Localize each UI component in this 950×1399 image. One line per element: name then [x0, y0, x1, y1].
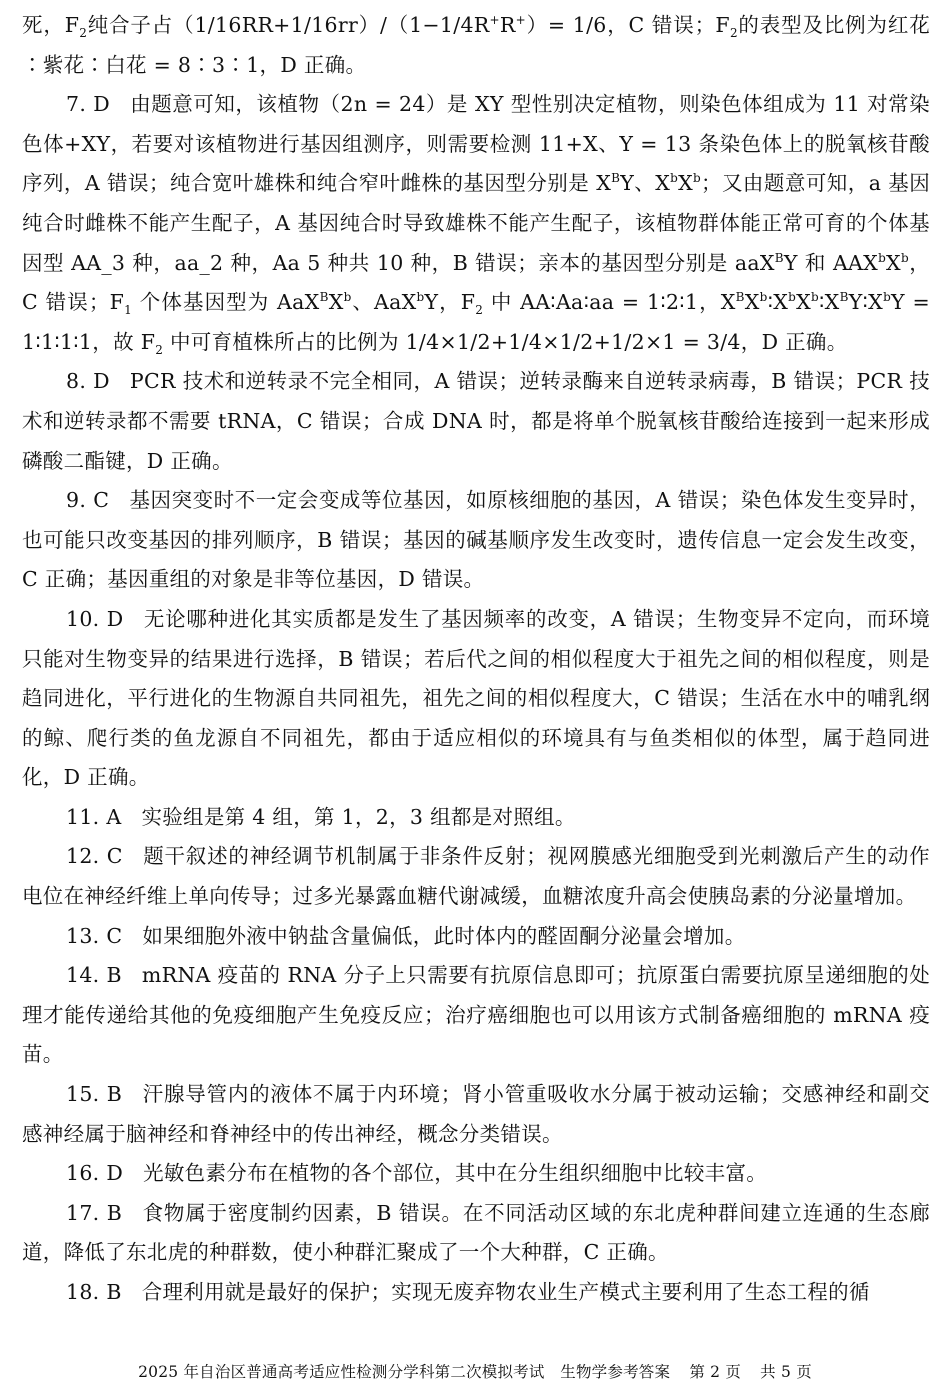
- superscript: +: [515, 13, 527, 28]
- footer-page-number: 第 2 页: [689, 1363, 742, 1381]
- text-run: X: [328, 290, 344, 315]
- superscript: B: [735, 290, 745, 305]
- superscript: B: [611, 171, 621, 186]
- text-run: 、AaX: [351, 290, 417, 315]
- text-run: 中可育植株所占的比例为 1/4×1/2+1/4×1/2+1/2×1 = 3/4，D 正确。: [163, 329, 848, 354]
- question-number: 7. D: [66, 92, 110, 117]
- superscript: b: [693, 171, 701, 186]
- superscript: B: [319, 290, 329, 305]
- superscript: b: [343, 290, 352, 305]
- paragraph-q14: [22, 956, 930, 1075]
- paragraph-q18: [22, 1273, 930, 1313]
- paragraph-q10: [22, 600, 930, 798]
- text-run: X: [678, 171, 694, 196]
- paragraph-q16: [22, 1154, 930, 1194]
- text-run: 基因突变时不一定会变成等位基因，如原核细胞的基因，A 错误；染色体发生变异时，也可能只改变基因的排列顺序，B 错误；基因的碱基顺序发生改变时，遗传信息一定会发生改变，C 正确；基因重组的对象是非等位基因，D 错误。: [22, 488, 930, 592]
- question-number: 14. B: [66, 963, 122, 988]
- text-run: Y 和 AAX: [783, 250, 879, 275]
- superscript: b: [670, 171, 679, 186]
- paragraph-q13: [22, 917, 930, 957]
- text-run: 的表型及比例为红花∶紫花∶白花 = 8∶3∶1，D 正确。: [22, 13, 931, 77]
- text-run: 纯合子占（1/16RR+1/16rr）/（1−1/4R: [87, 13, 490, 37]
- subscript: 2: [79, 26, 88, 41]
- subscript: 2: [729, 26, 738, 41]
- question-number: 10. D: [66, 606, 124, 631]
- page-footer: [0, 1360, 950, 1382]
- text-run: R: [499, 13, 516, 37]
- superscript: b: [759, 290, 768, 305]
- question-number: 18. B: [66, 1280, 122, 1304]
- superscript: +: [489, 13, 500, 28]
- text-run: 死，F: [22, 13, 80, 37]
- superscript: b: [900, 250, 909, 265]
- text-run: ，C 错误；F: [22, 250, 930, 315]
- question-number: 11. A: [66, 804, 122, 829]
- superscript: b: [878, 250, 887, 265]
- text-run: Y∶X: [848, 290, 884, 315]
- text-run: mRNA 疫苗的 RNA 分子上只需要有抗原信息即可；抗原蛋白需要抗原呈递细胞的处理才能传递给其他的免疫细胞产生免疫反应；治疗癌细胞也可以用该方式制备癌细胞的 mRNA 疫苗。: [22, 963, 931, 1067]
- paragraph-q15: [22, 1075, 930, 1154]
- text-run: 无论哪种进化其实质都是发生了基因频率的改变，A 错误；生物变异不定向，而环境只能对生物变异的结果进行选择，B 错误；若后代之间的相似程度大于祖先之间的相似程度，则是趋同进化，平行进化的生物源自共同祖先，祖先之间的相似程度大，C 错误；生活在水中的哺乳纲的鲸、爬行类的鱼龙源自不同祖先，都由于适应相似的环境具有与鱼类相似的体型，属于趋同进化，D 正确。: [22, 606, 930, 790]
- superscript: B: [839, 290, 849, 305]
- text-run: X: [796, 290, 812, 315]
- text-run: 合理利用就是最好的保护；实现无废弃物农业生产模式主要利用了生态工程的循: [141, 1280, 870, 1304]
- superscript: b: [811, 290, 820, 305]
- text-run: ）= 1/6，C 错误；F: [526, 13, 730, 37]
- text-run: 如果细胞外液中钠盐含量偏低，此时体内的醛固酮分泌量会增加。: [142, 923, 746, 948]
- answer-page: [22, 6, 930, 1313]
- footer-total-pages: 共 5 页: [760, 1363, 812, 1381]
- paragraph-q12: [22, 837, 930, 916]
- question-number: 8. D: [66, 369, 110, 394]
- text-run: PCR 技术和逆转录不完全相同，A 错误；逆转录酶来自逆转录病毒，B 错误；PCR 技术和逆转录都不需要 tRNA，C 错误；合成 DNA 时，都是将单个脱氧核苷酸给连接到一起来形成磷酸二酯键，D 正确。: [22, 369, 930, 473]
- text-run: 实验组是第 4 组，第 1，2，3 组都是对照组。: [141, 804, 576, 829]
- paragraph-q6-end: [22, 6, 930, 85]
- subscript: 2: [155, 342, 164, 357]
- text-run: Y、X: [620, 171, 671, 196]
- text-run: 食物属于密度制约因素，B 错误。在不同活动区域的东北虎种群间建立连通的生态廊道，降低了东北虎的种群数，使小种群汇聚成了一个大种群，C 正确。: [22, 1200, 930, 1265]
- text-run: 汗腺导管内的液体不属于内环境；肾小管重吸收水分属于被动运输；交感神经和副交感神经属于脑神经和脊神经中的传出神经，概念分类错误。: [22, 1082, 930, 1146]
- text-run: 由题意可知，该植物（2n = 24）是 XY 型性别决定植物，则染色体组成为 11 对常染色体+XY，若要对该植物进行基因组测序，则需要检测 11+X、Y = 13 条染色体上的脱氧核苷酸序列，A 错误；纯合宽叶雄株和纯合窄叶雌株的基因型分别是 X: [22, 92, 930, 196]
- text-run: ∶X: [819, 290, 840, 315]
- text-run: 中 AA∶Aa∶aa = 1∶2∶1，X: [483, 290, 736, 315]
- question-number: 13. C: [66, 923, 123, 948]
- question-number: 16. D: [66, 1161, 124, 1186]
- text-run: X: [744, 290, 760, 315]
- subscript: 1: [124, 303, 133, 318]
- text-run: 题干叙述的神经调节机制属于非条件反射；视网膜感光细胞受到光刺激后产生的动作电位在神经纤维上单向传导；过多光暴露血糖代谢减缓，血糖浓度升高会使胰岛素的分泌量增加。: [22, 844, 930, 909]
- text-run: Y = 1∶1∶1∶1，故 F: [22, 290, 930, 354]
- text-run: 个体基因型为 AaX: [132, 290, 320, 315]
- paragraph-q11: [22, 798, 930, 838]
- superscript: B: [774, 250, 784, 265]
- question-number: 17. B: [66, 1200, 123, 1225]
- text-run: Y，F: [424, 290, 476, 315]
- text-run: 光敏色素分布在植物的各个部位，其中在分生组织细胞中比较丰富。: [143, 1161, 768, 1186]
- text-run: ；又由题意可知，a 基因纯合时雌株不能产生配子，A 基因纯合时导致雄株不能产生配子，该植物群体能正常可育的个体基因型 AA_3 种，aa_2 种，Aa 5 种共 10 种，B 错误；亲本的基因型分别是 aaX: [22, 171, 931, 275]
- paragraph-q8: [22, 362, 930, 481]
- superscript: b: [788, 290, 797, 305]
- subscript: 2: [475, 303, 484, 318]
- text-run: ∶X: [767, 290, 789, 315]
- superscript: b: [883, 290, 892, 305]
- question-number: 12. C: [66, 844, 123, 869]
- text-run: X: [886, 250, 901, 275]
- question-number: 9. C: [66, 488, 110, 513]
- footer-title: 2025 年自治区普通高考适应性检测分学科第二次模拟考试 生物学参考答案: [138, 1363, 671, 1381]
- paragraph-q9: [22, 481, 930, 600]
- superscript: b: [416, 290, 425, 305]
- paragraph-q7: [22, 85, 930, 362]
- question-number: 15. B: [66, 1082, 123, 1107]
- paragraph-q17: [22, 1194, 930, 1273]
